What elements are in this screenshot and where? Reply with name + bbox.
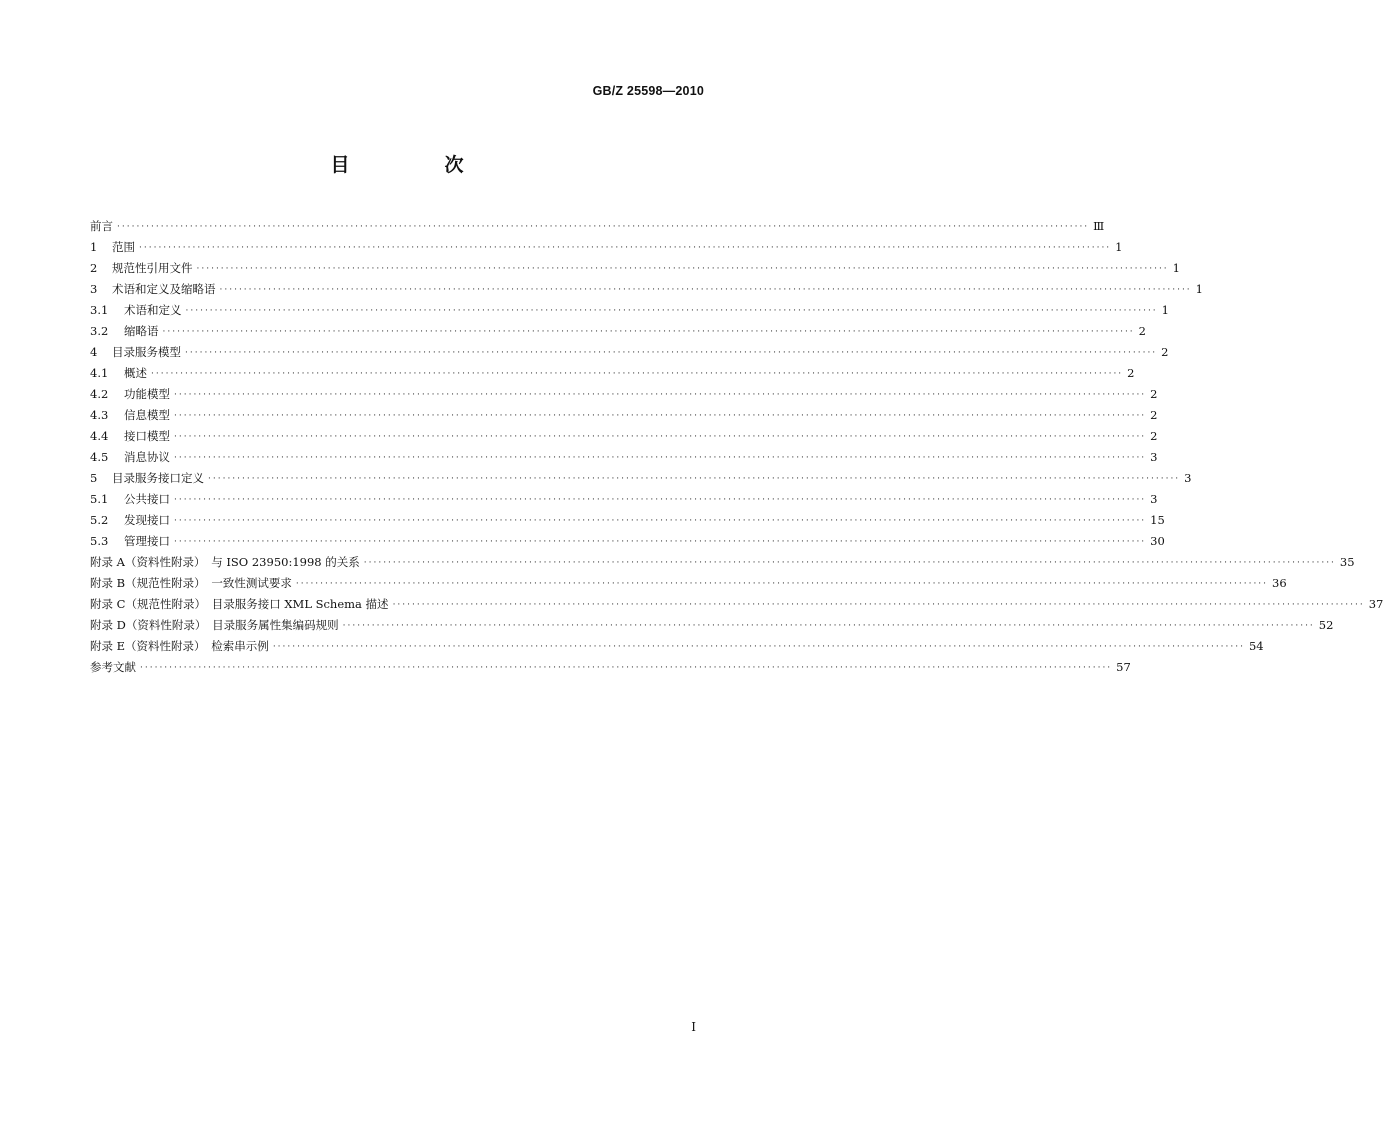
toc-entry-page: 52 xyxy=(1318,618,1334,632)
toc-entry-number: 5.1 xyxy=(90,492,109,506)
page-number: Ⅰ xyxy=(691,1020,696,1034)
toc-entry-label xyxy=(90,615,343,636)
toc-entry[interactable] xyxy=(90,489,1158,510)
toc-dot-leader: ········································································································································································································ xyxy=(272,642,1245,652)
toc-dot-leader: ········································································································································································································ xyxy=(208,474,1181,484)
toc-entry-page: 2 xyxy=(1150,408,1158,422)
toc-entry-page: 36 xyxy=(1272,576,1287,590)
toc-entry-text: 参考文献 xyxy=(90,660,136,674)
toc-entry-number: 4.1 xyxy=(90,366,109,380)
toc-entry-text: 消息协议 xyxy=(124,450,170,464)
toc-entry-text: 公共接口 xyxy=(124,492,170,506)
toc-entry-label xyxy=(90,426,174,447)
toc-entry-page: 3 xyxy=(1150,492,1158,506)
toc-entry-page: 35 xyxy=(1339,555,1355,569)
toc-entry-text: 附录 B（规范性附录） 一致性测试要求 xyxy=(90,576,292,590)
toc-entry[interactable] xyxy=(90,342,1169,363)
toc-entry-text: 术语和定义 xyxy=(124,303,182,317)
toc-entry-page: 3 xyxy=(1150,450,1158,464)
toc-entry-number: 2 xyxy=(90,261,98,275)
toc-dot-leader: ········································································································································································································ xyxy=(174,453,1147,463)
toc-entry-page: 1 xyxy=(1195,282,1203,296)
toc-entry[interactable] xyxy=(90,384,1158,405)
toc-entry-text: 范围 xyxy=(112,240,135,254)
toc-entry-text: 附录 E（资料性附录） 检索串示例 xyxy=(90,639,269,653)
toc-entry-text: 规范性引用文件 xyxy=(112,261,193,275)
toc-entry[interactable] xyxy=(90,468,1192,489)
toc-entry-page: Ⅲ xyxy=(1093,219,1105,233)
toc-entry-page: 15 xyxy=(1150,513,1165,527)
toc-entry-label xyxy=(90,594,393,615)
toc-entry-page: 2 xyxy=(1161,345,1169,359)
toc-entry[interactable] xyxy=(90,216,1105,237)
toc-dot-leader: ········································································································································································································ xyxy=(342,621,1315,631)
toc-entry-text: 附录 A（资料性附录） 与 ISO 23950:1998 的关系 xyxy=(90,555,360,569)
toc-dot-leader: ········································································································································································································ xyxy=(219,285,1192,295)
toc-entry-label xyxy=(90,552,364,573)
toc-entry[interactable] xyxy=(90,279,1203,300)
toc-entry-label xyxy=(90,636,273,657)
toc-entry-number: 4.5 xyxy=(90,450,109,464)
toc-dot-leader: ········································································································································································································ xyxy=(174,432,1147,442)
toc-entry-page: 57 xyxy=(1116,660,1131,674)
toc-dot-leader: ········································································································································································································ xyxy=(174,537,1147,547)
table-of-contents xyxy=(90,216,1383,678)
toc-entry-text: 管理接口 xyxy=(124,534,170,548)
toc-entry-label xyxy=(90,363,151,384)
toc-entry-label xyxy=(90,258,197,279)
toc-entry[interactable] xyxy=(90,636,1264,657)
toc-dot-leader: ········································································································································································································ xyxy=(196,264,1169,274)
toc-entry-text: 目录服务模型 xyxy=(112,345,181,359)
toc-entry-text: 概述 xyxy=(124,366,147,380)
toc-entry-label xyxy=(90,489,174,510)
toc-entry-page: 1 xyxy=(1115,240,1123,254)
toc-entry-label xyxy=(90,384,174,405)
toc-entry-text: 术语和定义及缩略语 xyxy=(112,282,216,296)
toc-entry-number: 3.2 xyxy=(90,324,109,338)
toc-entry-page: 2 xyxy=(1138,324,1146,338)
toc-entry-page: 1 xyxy=(1172,261,1180,275)
toc-entry[interactable] xyxy=(90,237,1123,258)
toc-entry-page: 2 xyxy=(1150,387,1158,401)
toc-entry[interactable] xyxy=(90,426,1158,447)
toc-entry-label xyxy=(90,321,163,342)
toc-entry[interactable] xyxy=(90,321,1146,342)
toc-entry[interactable] xyxy=(90,531,1165,552)
toc-dot-leader: ········································································································································································································ xyxy=(363,558,1336,568)
toc-entry-number: 5.2 xyxy=(90,513,109,527)
toc-dot-leader: ········································································································································································································ xyxy=(185,306,1158,316)
toc-entry[interactable] xyxy=(90,405,1158,426)
toc-dot-leader: ········································································································································································································ xyxy=(174,495,1147,505)
toc-entry[interactable] xyxy=(90,594,1383,615)
toc-dot-leader: ········································································································································································································ xyxy=(140,663,1113,673)
toc-entry-label xyxy=(90,531,174,552)
toc-entry-number: 3.1 xyxy=(90,303,109,317)
toc-entry-page: 3 xyxy=(1184,471,1192,485)
toc-entry[interactable] xyxy=(90,657,1131,678)
toc-entry-label xyxy=(90,405,174,426)
toc-entry[interactable] xyxy=(90,510,1165,531)
toc-entry-number: 3 xyxy=(90,282,98,296)
standard-code: GB/Z 25598—2010 xyxy=(592,84,704,98)
toc-entry-number: 5 xyxy=(90,471,98,485)
toc-dot-leader: ········································································································································································································ xyxy=(151,369,1124,379)
toc-entry-page: 30 xyxy=(1150,534,1165,548)
toc-entry[interactable] xyxy=(90,552,1355,573)
toc-entry-text: 目录服务接口定义 xyxy=(112,471,204,485)
toc-dot-leader: ········································································································································································································ xyxy=(117,222,1090,232)
toc-dot-leader: ········································································································································································································ xyxy=(174,411,1147,421)
toc-entry[interactable] xyxy=(90,573,1287,594)
toc-entry-number: 1 xyxy=(90,240,98,254)
toc-entry[interactable] xyxy=(90,258,1180,279)
toc-entry-number: 4 xyxy=(90,345,98,359)
toc-entry-label xyxy=(90,279,220,300)
toc-entry-text: 发现接口 xyxy=(124,513,170,527)
toc-entry-text: 功能模型 xyxy=(124,387,170,401)
toc-entry[interactable] xyxy=(90,447,1158,468)
toc-entry-label xyxy=(90,342,185,363)
toc-entry-number: 4.4 xyxy=(90,429,109,443)
toc-entry-text: 信息模型 xyxy=(124,408,170,422)
toc-entry-label xyxy=(90,447,174,468)
toc-entry-page: 54 xyxy=(1248,639,1264,653)
toc-entry-label xyxy=(90,216,117,237)
toc-entry-label xyxy=(90,237,139,258)
toc-dot-leader: ········································································································································································································ xyxy=(185,348,1158,358)
toc-dot-leader: ········································································································································································································ xyxy=(295,579,1269,589)
toc-entry[interactable] xyxy=(90,615,1334,636)
toc-entry-page: 2 xyxy=(1150,429,1158,443)
toc-entry[interactable] xyxy=(90,363,1135,384)
page-title: 目 次 xyxy=(330,154,502,176)
toc-dot-leader: ········································································································································································································ xyxy=(162,327,1135,337)
toc-entry-number: 5.3 xyxy=(90,534,109,548)
toc-entry-text: 前言 xyxy=(90,219,113,233)
toc-entry-text: 接口模型 xyxy=(124,429,170,443)
toc-entry-number: 4.3 xyxy=(90,408,109,422)
toc-entry-label xyxy=(90,510,174,531)
toc-entry-text: 附录 D（资料性附录） 目录服务属性集编码规则 xyxy=(90,618,339,632)
toc-entry-label xyxy=(90,300,186,321)
toc-entry-text: 缩略语 xyxy=(124,324,159,338)
toc-entry-label xyxy=(90,573,296,594)
toc-entry-text: 附录 C（规范性附录） 目录服务接口 XML Schema 描述 xyxy=(90,597,389,611)
toc-entry[interactable] xyxy=(90,300,1169,321)
toc-entry-label xyxy=(90,468,208,489)
toc-entry-page: 37 xyxy=(1368,597,1383,611)
toc-entry-label xyxy=(90,657,140,678)
toc-entry-number: 4.2 xyxy=(90,387,109,401)
toc-dot-leader: ········································································································································································································ xyxy=(392,600,1365,610)
toc-dot-leader: ········································································································································································································ xyxy=(174,390,1147,400)
toc-entry-page: 2 xyxy=(1127,366,1135,380)
toc-dot-leader: ········································································································································································································ xyxy=(139,243,1112,253)
toc-entry-page: 1 xyxy=(1161,303,1169,317)
toc-dot-leader: ········································································································································································································ xyxy=(174,516,1147,526)
